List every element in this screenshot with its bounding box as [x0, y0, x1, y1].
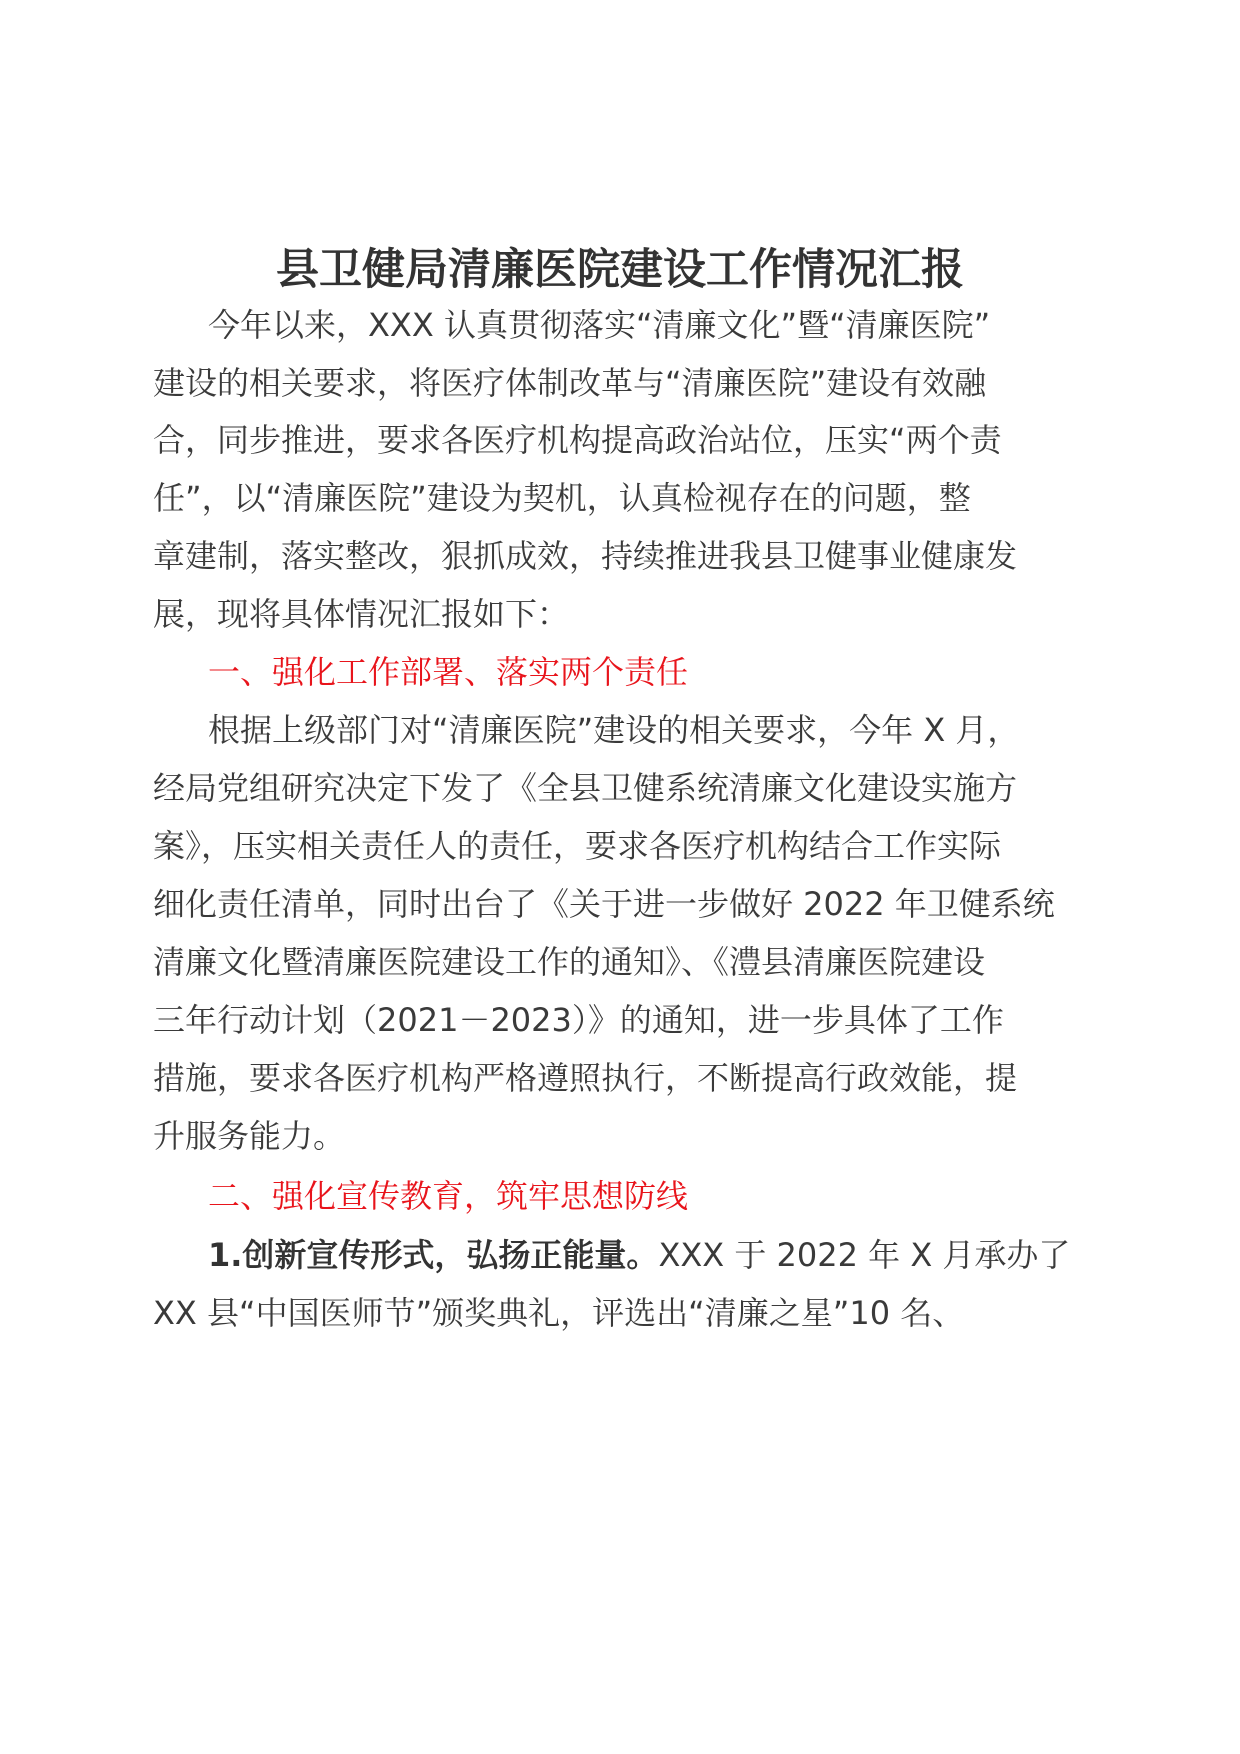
document-title: 县卫健局清廉医院建设工作情况汇报: [276, 245, 964, 295]
paragraph-line: 任”，以“清廉医院”建设为契机，认真检视存在的问题，整: [153, 479, 971, 517]
paragraph-line: [208, 1233, 1070, 1277]
paragraph-line: 章建制，落实整改，狠抓成效，持续推进我县卫健事业健康发: [153, 537, 1018, 575]
paragraph-line: 措施，要求各医疗机构严格遵照执行，不断提高行政效能，提: [153, 1059, 1018, 1097]
section-heading-1: 一、强化工作部署、落实两个责任: [208, 653, 689, 691]
paragraph-line: 细化责任清单，同时出台了《关于进一步做好 2022 年卫健系统: [153, 885, 1055, 923]
paragraph-line: 今年以来，XXX 认真贯彻落实“清廉文化”暨“清廉医院”: [208, 306, 991, 344]
item-text: XXX 于 2022 年 X 月承办了: [658, 1236, 1071, 1274]
paragraph-line: XX 县“中国医师节”颁奖典礼，评选出“清廉之星”10 名、: [153, 1294, 965, 1332]
paragraph-line: 合，同步推进，要求各医疗机构提高政治站位，压实“两个责: [153, 421, 1002, 459]
paragraph-line: 经局党组研究决定下发了《全县卫健系统清廉文化建设实施方: [153, 769, 1018, 807]
paragraph-line: 案》，压实相关责任人的责任，要求各医疗机构结合工作实际: [153, 827, 1002, 865]
paragraph-line: 建设的相关要求，将医疗体制改革与“清廉医院”建设有效融: [153, 364, 987, 402]
paragraph-line: 清廉文化暨清廉医院建设工作的通知》、《澧县清廉医院建设: [153, 943, 986, 981]
paragraph-line: 根据上级部门对“清廉医院”建设的相关要求，今年 X 月，: [208, 711, 1020, 749]
paragraph-line: 升服务能力。: [153, 1117, 346, 1155]
section-heading-2: 二、强化宣传教育，筑牢思想防线: [208, 1177, 689, 1215]
paragraph-line: 三年行动计划（2021－2023）》的通知，进一步具体了工作: [153, 1001, 1004, 1039]
paragraph-line: 展，现将具体情况汇报如下：: [153, 595, 570, 633]
item-lead: 1.创新宣传形式，弘扬正能量。: [208, 1236, 659, 1274]
